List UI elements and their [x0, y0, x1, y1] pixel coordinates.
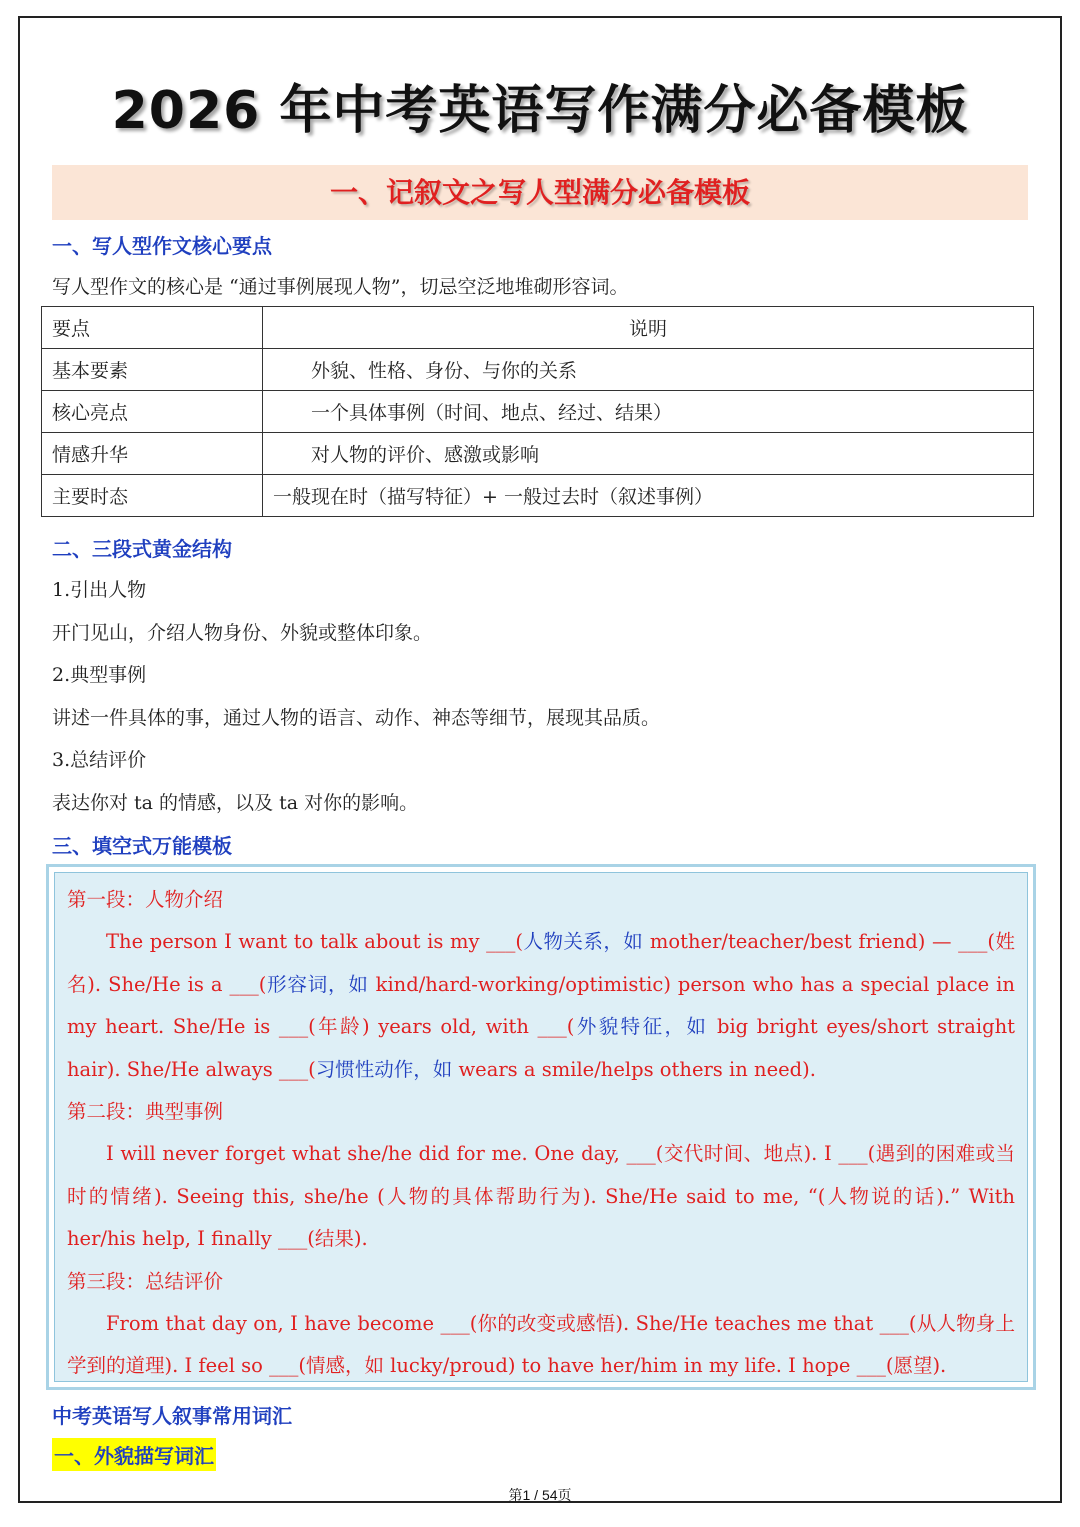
template-text: ). She/He is a ___(	[87, 972, 267, 996]
paragraph2-template: I will never forget what she/he did for me. One day, ___(交代时间、地点). I ___(遇到的困难或当时的情绪). Seeing this, she/he (人物的具体帮助行为). She/He said to me, “(人物说的话).” With her/his help, I finally ___(结果).	[67, 1142, 1015, 1251]
paragraph3-label: 第三段：总结评价	[67, 1269, 224, 1293]
table-cell: 核心亮点	[42, 391, 263, 433]
template-hint: 外貌特征，如	[574, 1015, 709, 1039]
page-number: 第1 / 54页	[508, 1487, 572, 1503]
table-header-cell: 说明	[263, 307, 1034, 349]
template-hint: 人物关系，如	[523, 930, 644, 954]
template-content	[54, 872, 1028, 1382]
template-text: wears a smile/helps others in need).	[452, 1057, 816, 1081]
template-text: The person I want to talk about is my ___(	[106, 930, 524, 954]
template-hint: 习惯性动作，如	[315, 1057, 453, 1081]
structure-item-title: 1.引出人物	[52, 579, 147, 601]
section1-heading: 一、写人型作文核心要点	[52, 234, 272, 258]
paragraph1-template	[67, 921, 1015, 1091]
template-hint: 年龄	[315, 1015, 362, 1039]
table-row	[42, 349, 1034, 391]
table-cell: 主要时态	[42, 475, 263, 517]
table-cell: 基本要素	[42, 349, 263, 391]
structure-item-desc: 开门见山，介绍人物身份、外貌或整体印象。	[52, 622, 433, 644]
paragraph3-template: From that day on, I have become ___(你的改变或感悟). She/He teaches me that ___(从人物身上学到的道理). I feel so ___(情感，如 lucky/proud) to have her/him in my life. I hope ___(愿望).	[67, 1312, 1015, 1378]
page-title: 2026 年中考英语写作满分必备模板	[111, 81, 969, 141]
table-header-row	[42, 307, 1034, 349]
table-cell: 一般现在时（描写特征）+ 一般过去时（叙述事例）	[263, 475, 1034, 517]
section1-intro: 写人型作文的核心是 “通过事例展现人物”，切忌空泛地堆砌形容词。	[52, 276, 629, 298]
key-points-table	[41, 306, 1034, 517]
template-text: mother/teacher/best friend) — ___(	[643, 930, 996, 954]
template-text: big bright eyes/short straight hair). She/He always ___(	[67, 1015, 1015, 1081]
section3-heading: 三、填空式万能模板	[52, 834, 232, 858]
table-cell: 情感升华	[42, 433, 263, 475]
table-cell: 外貌、性格、身份、与你的关系	[263, 349, 1034, 391]
template-hint: 姓名	[67, 930, 1016, 996]
structure-item-desc: 讲述一件具体的事，通过人物的语言、动作、神态等细节，展现其品质。	[52, 707, 661, 729]
template-text: ) years old, with ___(	[362, 1015, 575, 1039]
template-hint: 形容词，如	[266, 972, 369, 996]
table-cell: 对人物的评价、感激或影响	[263, 433, 1034, 475]
table-row	[42, 433, 1034, 475]
section2-heading: 二、三段式黄金结构	[52, 537, 232, 561]
vocab-subheading: 一、外貌描写词汇	[52, 1438, 216, 1471]
paragraph2-label: 第二段：典型事例	[67, 1100, 224, 1124]
table-header-cell: 要点	[42, 307, 263, 349]
template-box	[46, 864, 1036, 1390]
template-text: kind/hard-working/optimistic) person who has a special place in my heart. She/He is ___(	[67, 972, 1015, 1039]
table-row	[42, 391, 1034, 433]
table-row	[42, 475, 1034, 517]
table-cell: 一个具体事例（时间、地点、经过、结果）	[263, 391, 1034, 433]
structure-item-title: 2.典型事例	[52, 664, 147, 686]
paragraph1-label: 第一段：人物介绍	[67, 888, 224, 911]
structure-item-title: 3.总结评价	[52, 749, 147, 771]
vocab-heading: 中考英语写人叙事常用词汇	[52, 1404, 292, 1428]
section-banner: 一、记叙文之写人型满分必备模板	[52, 165, 1028, 220]
structure-item-desc: 表达你对 ta 的情感，以及 ta 对你的影响。	[52, 792, 419, 814]
